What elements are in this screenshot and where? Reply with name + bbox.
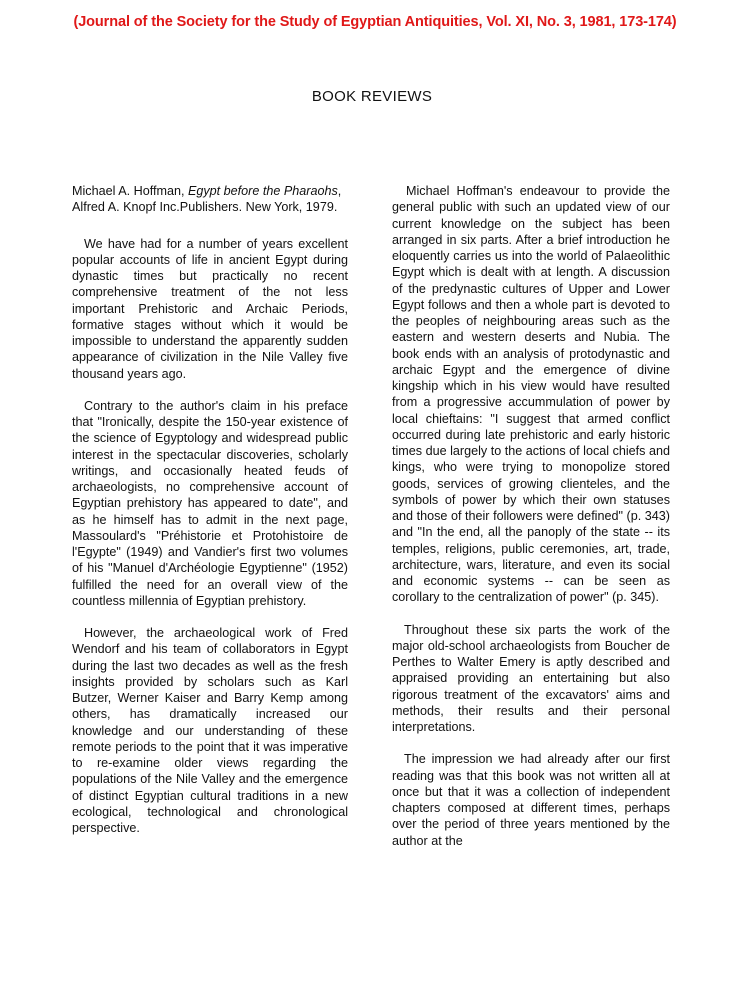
right-paragraph-1: Michael Hoffman's endeavour to provide the general public with such an updated view of our current knowledge on the subject has been arranged in six parts. After a brief introduction he eloquently carries us into the world of Palaeolithic Egypt which is dealt with at length. A discussion of the predynastic cultures of Upper and Lower Egypt follows and then a whole part is devoted to the peoples of neighbouring areas such as the eastern and western deserts and Nubia. The book ends with an analysis of protodynastic and archaic Egypt and the emergence of divine kingship which in his view would have resulted from a progressive accummulation of power by local chieftains: "I suggest that armed conflict occurred during late prehistoric and early historic times due largely to the actions of local chiefs and kings, who were trying to monopolize stored goods, services of growing clienteles, and the symbols of power by which their own statuses and those of their followers were defined" (p. 343) and "In the end, all the panoply of the state -- its temples, religions, public ceremonies, art, trade, architecture, wars, literature, and even its social and economic systems -- can be seen as corollary to the centralization of power" (p. 345). [392,184,670,605]
section-title: BOOK REVIEWS [311,88,433,105]
right-paragraph-2: Throughout these six parts the work of the major old-school archaeologists from Boucher de Perthes to Walter Emery is aptly described and appraised providing an entertaining but also rigorous treatment of the excavators' aims and methods, their results and their personal interpretations. [392,622,670,734]
left-column [72,183,348,836]
citation-publisher: , Alfred A. Knopf Inc.Publishers. New York, 1979. [72,184,342,215]
citation-book-title: Egypt before the Pharaohs [187,184,338,198]
right-column [392,183,670,849]
citation-author: Michael A. Hoffman, [72,184,188,198]
right-paragraph-3: The impression we had already after our first reading was that this book was not written all at once but that it was a collection of independent chapters composed at different times, perhaps over the period of three years mentioned by the author at the [392,752,670,848]
left-paragraph-2: Contrary to the author's claim in his preface that "Ironically, despite the 150-year existence of the science of Egyptology and widespread public interest in the spectacular discoveries, scholarly writings, and occasionally heated feuds of archaeologists, no comprehensive account of Egyptian prehistory has appeared to date", and as he himself has to admit in the next page, Massoulard's "Préhistorie et Protohistoire de l'Egypte" (1949) and Vandier's first two volumes of his "Manuel d'Archéologie Egyptienne" (1952) fulfilled the need for an overall view of the countless millennia of Egyptian prehistory. [72,398,348,608]
left-paragraph-1: We have had for a number of years excellent popular accounts of life in ancient Egypt during dynastic times but practically no recent comprehensive treatment of the not less important Prehistoric and Archaic Periods, formative stages without which it would be impossible to understand the apparently sudden appearance of civilization in the Nile Valley five thousand years ago. [72,236,348,381]
left-paragraph-3: However, the archaeological work of Fred Wendorf and his team of collaborators in Egypt during the last two decades as well as the fresh insights provided by scholars such as Karl Butzer, Werner Kaiser and Barry Kemp among others, has dramatically increased our knowledge and our understanding of these remote periods to the point that it was imperative to re-examine older views regarding the populations of the Nile Valley and the emergence of distinct Egyptian cultural traditions in a new ecological, technological and chronological perspective. [72,626,348,835]
journal-citation-header: (Journal of the Society for the Study of Egyptian Antiquities, Vol. XI, No. 3, 1981, 173-174) [73,14,677,30]
book-citation [72,183,348,216]
